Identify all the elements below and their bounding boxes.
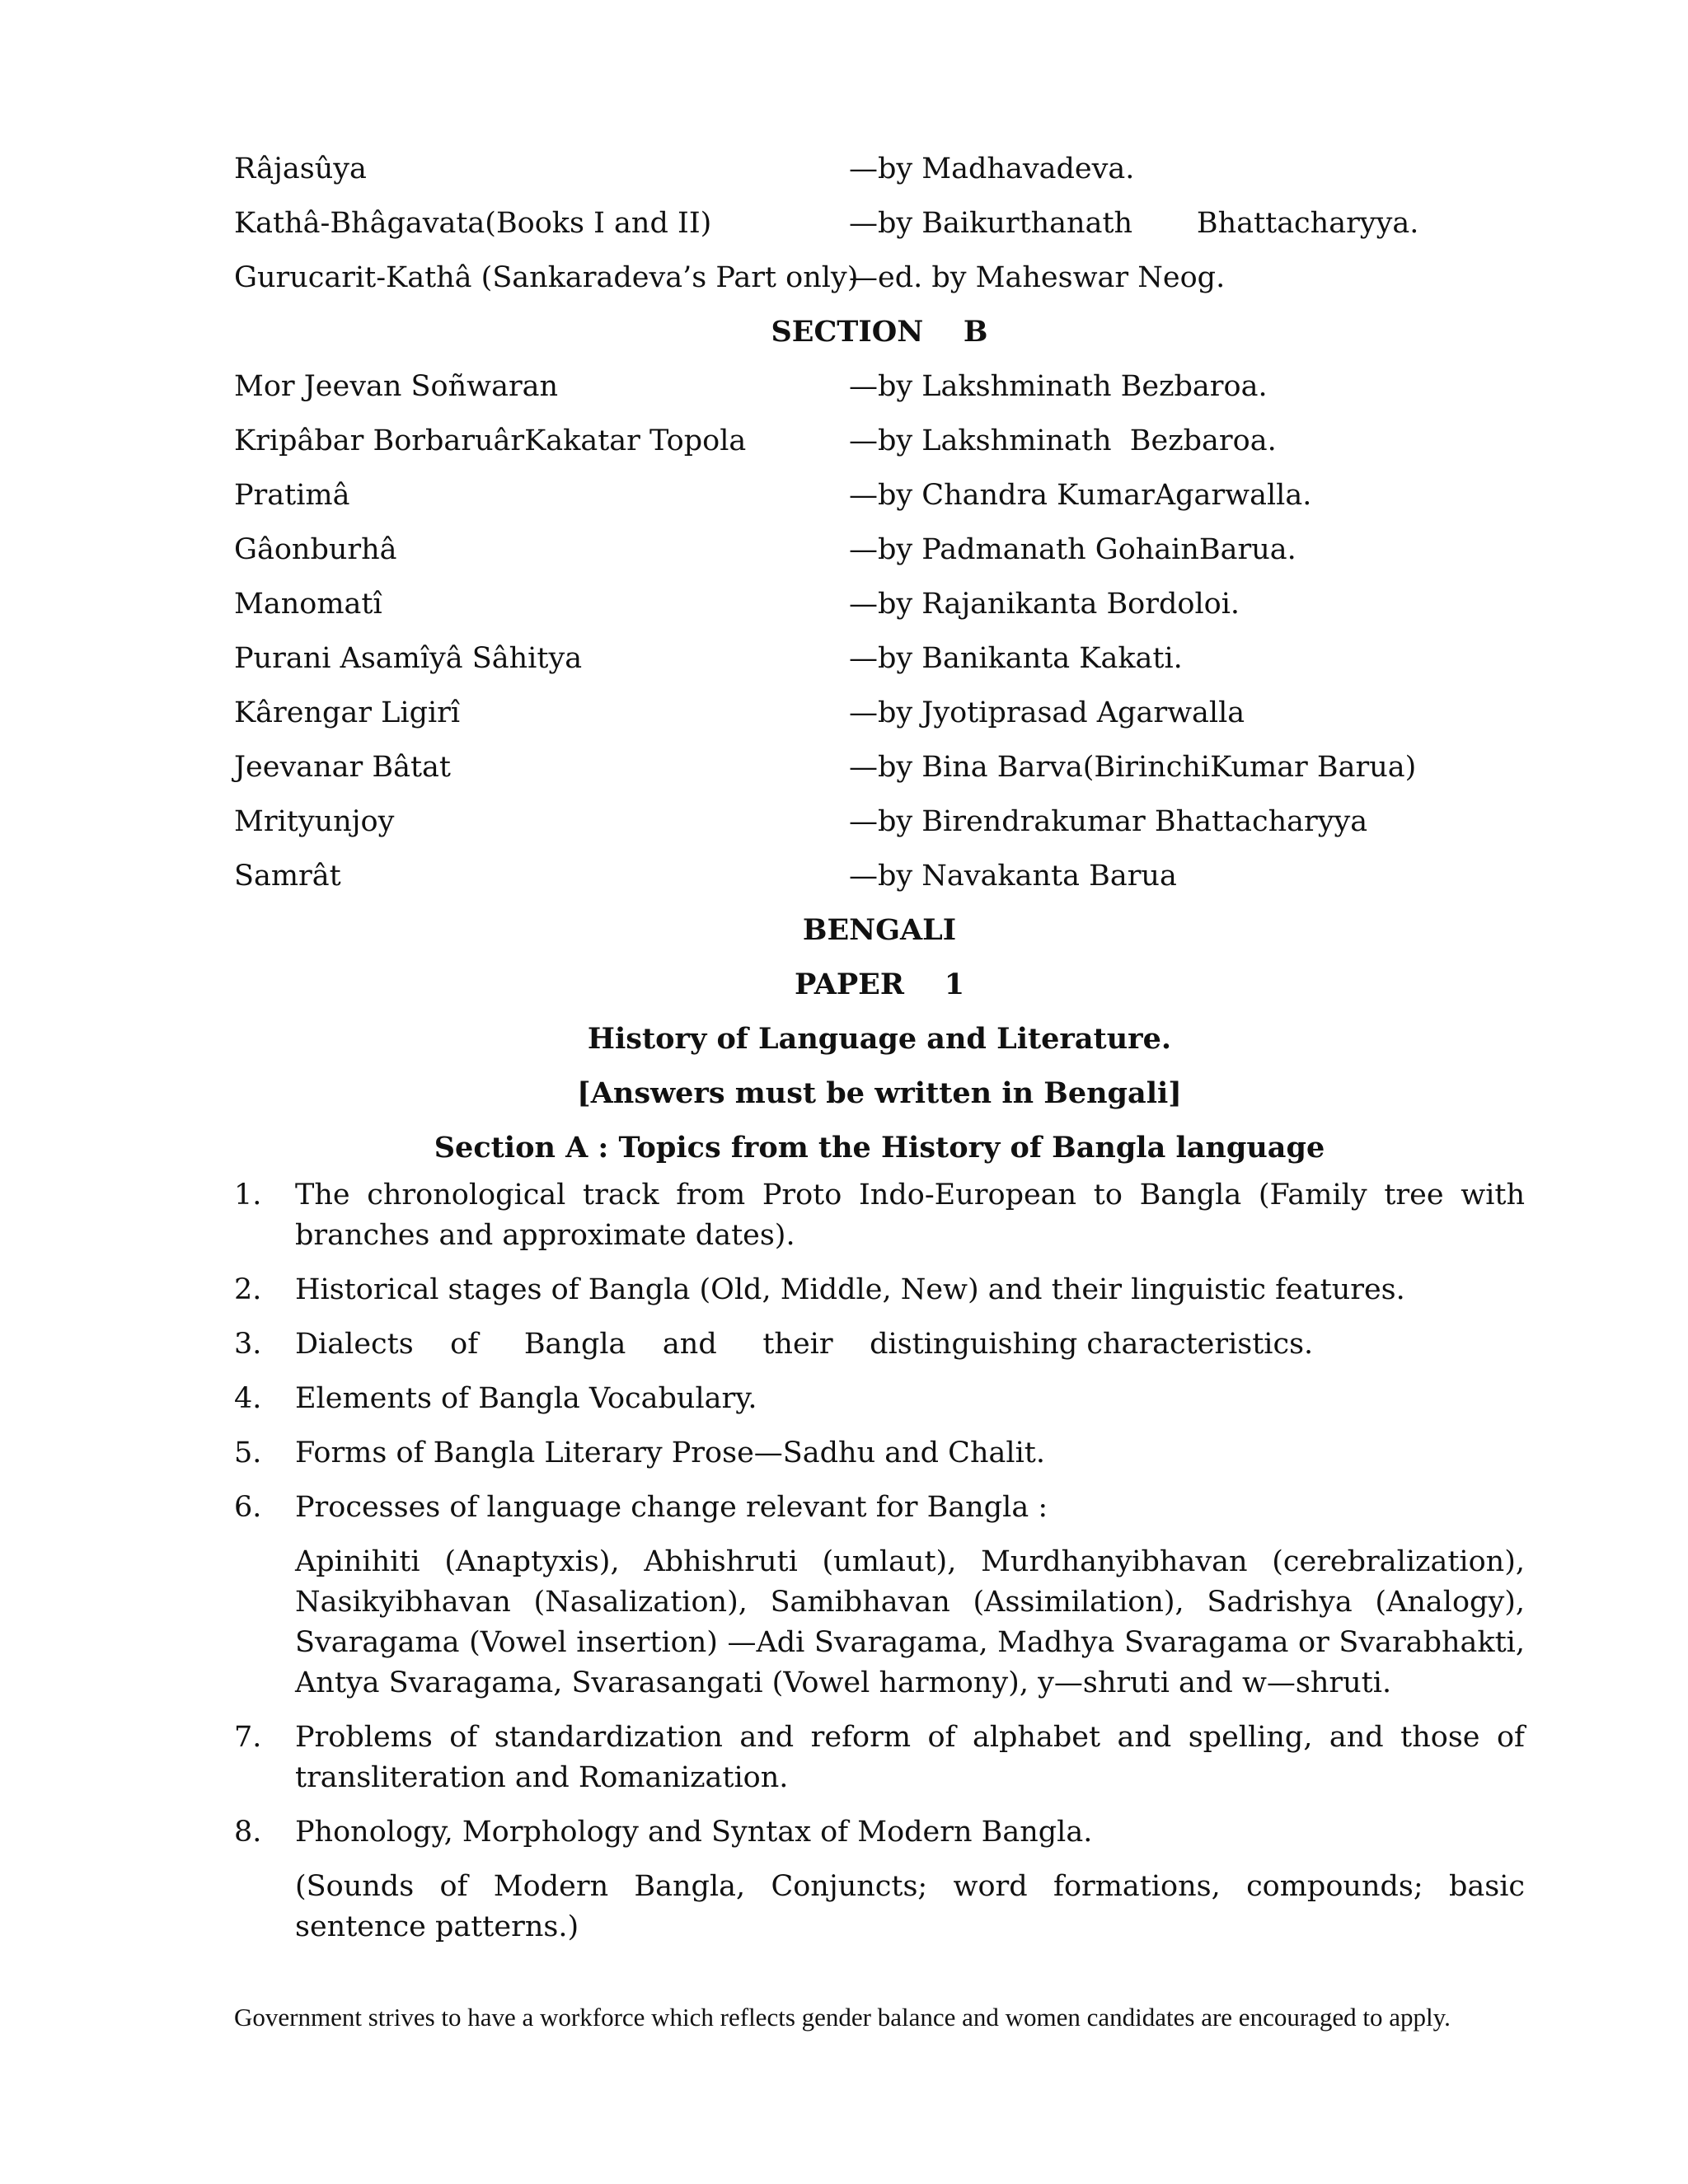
language-heading: BENGALI [802,913,957,947]
item-text: The chronological track from Proto Indo-European to Bangla (Family tree with branches and approximate dates). [295,1179,1525,1252]
item-number: 3. [234,1328,262,1361]
book-author: —by Madhavadeva. [849,152,1135,185]
book-row [234,740,1525,794]
book-row [234,577,1525,631]
section-b-book-list [234,359,1525,903]
item-number: 5. [234,1436,262,1469]
book-author: —by Chandra KumarAgarwalla. [849,479,1312,512]
list-item [234,1433,1525,1474]
item-text: Processes of language change relevant for Bangla : [295,1491,1048,1524]
book-row [234,142,1525,196]
book-row [234,849,1525,903]
book-title: Râjasûya [234,152,367,185]
book-author: —by Navakanta Barua [849,860,1177,893]
book-author: —by Rajanikanta Bordoloi. [849,588,1240,621]
book-title: Mrityunjoy [234,805,395,838]
list-item [234,1379,1525,1419]
item-number: 8. [234,1816,262,1849]
footer-note: Government strives to have a workforce which reflects gender balance and women candidates are encouraged to apply. [234,2003,1451,2032]
item-number: 6. [234,1491,262,1524]
book-author: —by Padmanath GohainBarua. [849,533,1296,566]
book-author: —by Lakshminath Bezbaroa. [849,370,1268,403]
book-title: Jeevanar Bâtat [234,751,451,784]
book-title: Kathâ-Bhâgavata(Books I and II) [234,207,712,240]
topic-6-detail: Apinihiti (Anaptyxis), Abhishruti (umlaut), Murdhanyibhavan (cerebralization), Nasikyibhavan (Nasalization), Samibhavan (Assimilation), Sadrishya (Analogy), Svaragama (Vowel insertion) —Adi Svaragama, Madhya Svaragama or Svarabhakti, Antya Svaragama, Svarasangati (Vowel harmony), y—shruti and w—shruti. [295,1545,1525,1699]
book-row [234,523,1525,577]
book-row [234,414,1525,468]
instruction-heading: [Answers must be written in Bengali] [577,1076,1182,1110]
book-title: Gâonburhâ [234,533,397,566]
book-row [234,631,1525,686]
item-text: Elements of Bangla Vocabulary. [295,1382,757,1415]
subject-heading: History of Language and Literature. [587,1022,1172,1056]
book-title: Manomatî [234,588,382,621]
item-number: 2. [234,1273,262,1306]
book-author: —by Lakshminath Bezbaroa. [849,424,1277,457]
list-item [234,1175,1525,1256]
list-item [234,1812,1525,1853]
book-title: Mor Jeevan Soñwaran [234,370,559,403]
book-title: Kârengar Ligirî [234,696,461,729]
list-item [234,1718,1525,1798]
book-author: —by Baikurthanath Bhattacharyya. [849,207,1419,240]
book-author: —by Jyotiprasad Agarwalla [849,696,1245,729]
section-a-book-list [234,142,1525,305]
item-text: Dialects of Bangla and their distinguishing characteristics. [295,1328,1314,1361]
book-title: Gurucarit-Kathâ (Sankaradeva’s Part only) [234,261,859,294]
section-b-heading: SECTION B [771,315,988,349]
item-text: Historical stages of Bangla (Old, Middle, New) and their linguistic features. [295,1273,1405,1306]
book-title: Purani Asamîyâ Sâhitya [234,642,583,675]
book-author: —by Bina Barva(BirinchiKumar Barua) [849,751,1417,784]
item-text: Problems of standardization and reform of alphabet and spelling, and those of transliteration and Romanization. [295,1721,1525,1794]
page-content [234,142,1525,1961]
book-row [234,686,1525,740]
book-row [234,359,1525,414]
book-author: —by Banikanta Kakati. [849,642,1183,675]
book-row [234,468,1525,523]
book-author: —ed. by Maheswar Neog. [849,261,1226,294]
paper-heading: PAPER 1 [794,968,965,1001]
book-title: Samrât [234,860,341,893]
book-row [234,794,1525,849]
book-row [234,251,1525,305]
list-item [234,1488,1525,1528]
book-title: Kripâbar BorbaruârKakatar Topola [234,424,747,457]
item-number: 7. [234,1721,262,1754]
list-item [234,1270,1525,1310]
item-number: 1. [234,1179,262,1212]
item-text: Forms of Bangla Literary Prose—Sadhu and Chalit. [295,1436,1045,1469]
book-title: Pratimâ [234,479,350,512]
section-a-heading: Section A : Topics from the History of Bangla language [434,1131,1325,1165]
item-text: Phonology, Morphology and Syntax of Modern Bangla. [295,1816,1093,1849]
list-item [234,1324,1525,1365]
book-author: —by Birendrakumar Bhattacharyya [849,805,1368,838]
topic-list [234,1175,1525,1947]
book-row [234,196,1525,251]
topic-8-detail: (Sounds of Modern Bangla, Conjuncts; word formations, compounds; basic sentence patterns.) [295,1870,1525,1943]
item-number: 4. [234,1382,262,1415]
